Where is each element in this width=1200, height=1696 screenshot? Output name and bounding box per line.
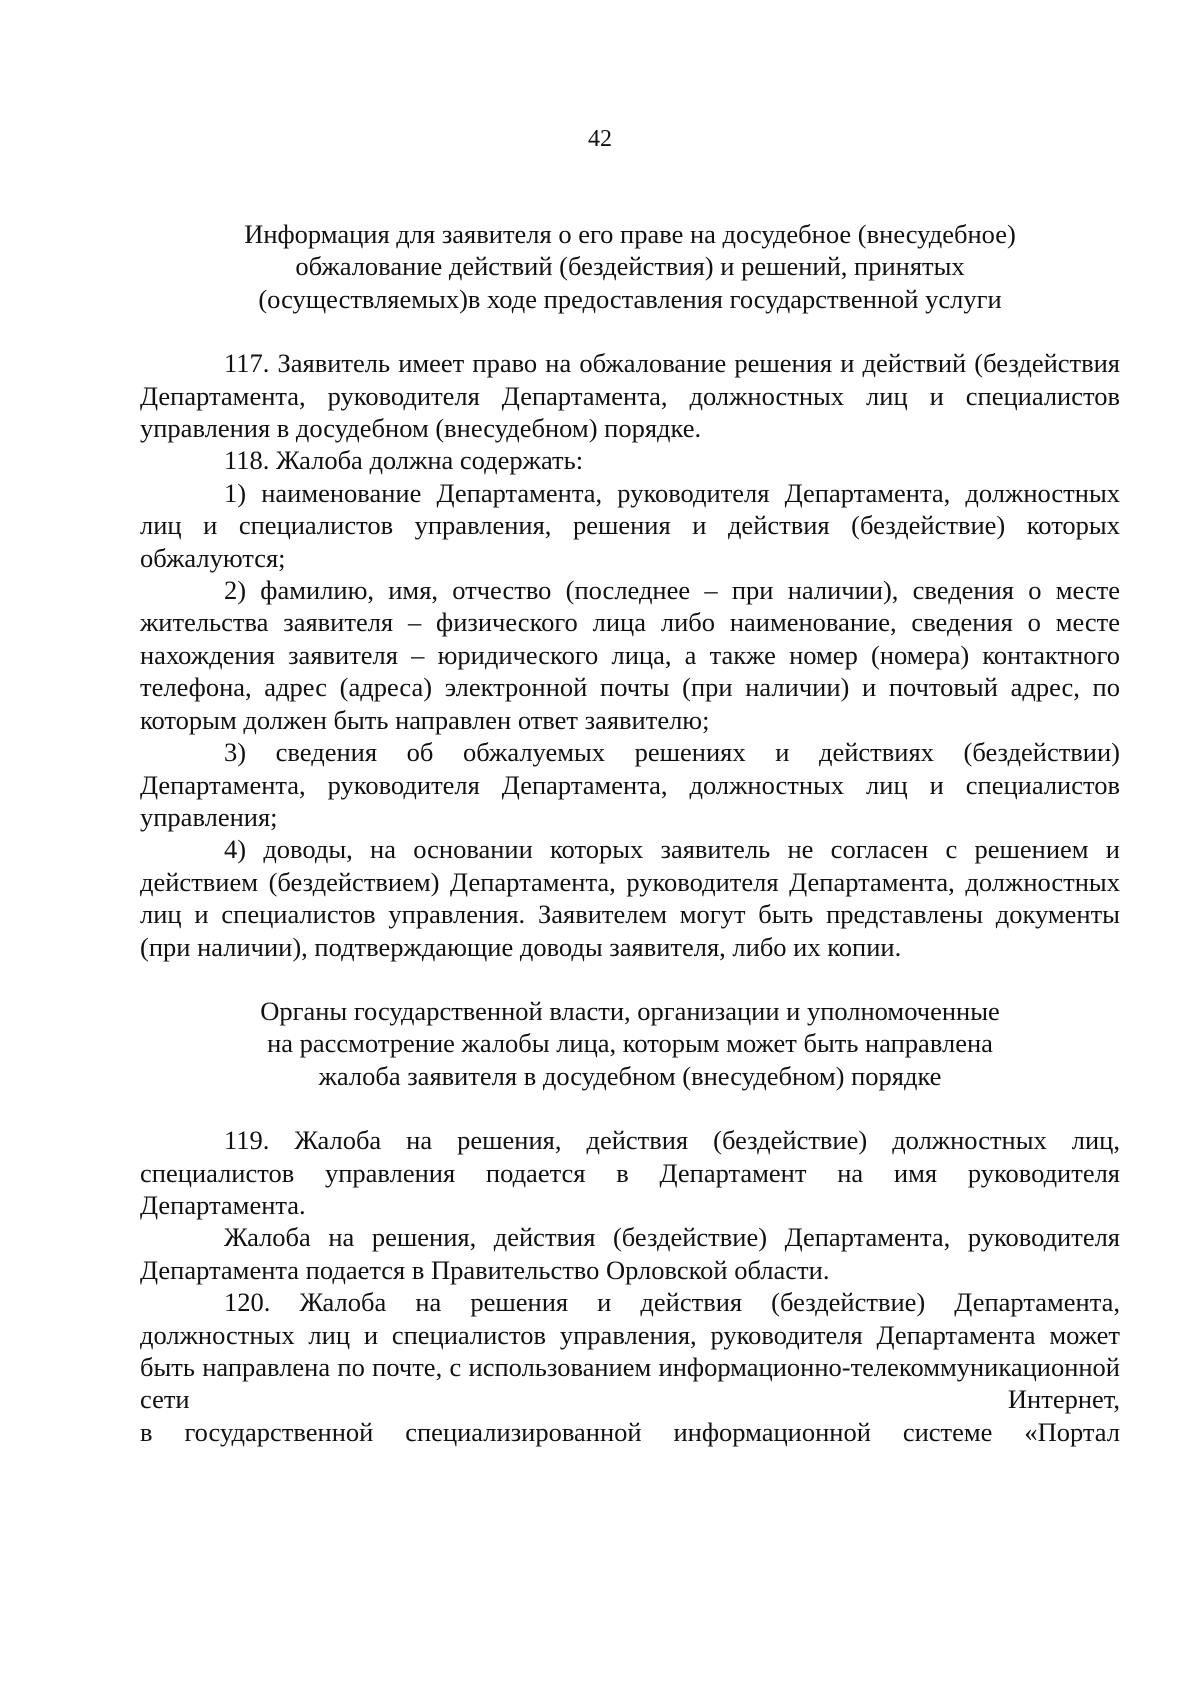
paragraph-120-continued: в государственной специализированной информационной системе «Портал (140, 1416, 1120, 1447)
spacer (140, 315, 1120, 347)
heading-line: обжалование действий (бездействия) и решений, принятых (295, 251, 965, 282)
list-item-3: 3) сведения об обжалуемых решениях и действиях (бездействии) Департамента, руководителя Департамента, должностных лиц и специалистов управления; (140, 737, 1120, 832)
heading-line: жалоба заявителя в досудебном (внесудебном) порядке (318, 1060, 942, 1091)
list-item-4: 4) доводы, на основании которых заявитель не согласен с решением и действием (бездействием) Департамента, руководителя Департамента, должностных лиц и специалистов управления. Заявителем могут быть представлены документы (при наличии), подтверждающие доводы заявителя, либо их копии. (140, 834, 1120, 962)
paragraph-120: 120. Жалоба на решения и действия (бездействие) Департамента, должностных лиц и специалистов управления, руководителя Департамента может быть направлена по почте, с использованием информационно-телекоммуникационной сети Интернет, (140, 1287, 1120, 1415)
section-heading-appeal-rights (140, 218, 1120, 315)
paragraph-117: 117. Заявитель имеет право на обжалование решения и действий (бездействия Департамента, руководителя Департамента, должностных лиц и специалистов управления в досудебном (внесудебном) порядке. (140, 348, 1120, 444)
heading-line: Информация для заявителя о его праве на досудебное (внесудебное) (244, 219, 1016, 249)
page-content (140, 218, 1120, 1448)
heading-line: на рассмотрение жалобы лица, которым может быть направлена (267, 1028, 993, 1059)
heading-line: (осуществляемых)в ходе предоставления государственной услуги (258, 283, 1002, 314)
paragraph-119: 119. Жалоба на решения, действия (бездействие) должностных лиц, специалистов управления подается в Департамент на имя руководителя Департамента. (140, 1125, 1120, 1220)
paragraph-118: 118. Жалоба должна содержать: (224, 445, 584, 476)
paragraph-119-continued: Жалоба на решения, действия (бездействие) Департамента, руководителя Департамента подается в Правительство Орловской области. (140, 1222, 1120, 1285)
list-item-2: 2) фамилию, имя, отчество (последнее – при наличии), сведения о месте жительства заявителя – физического лица либо наименование, сведения о месте нахождения заявителя – юридического лица, а также номер (номера) контактного телефона, адрес (адреса) электронной почты (при наличии) и почтовый адрес, по которым должен быть направлен ответ заявителю; (140, 575, 1120, 735)
spacer (140, 963, 1120, 995)
heading-line: Органы государственной власти, организации и уполномоченные (260, 995, 1000, 1026)
list-item-1: 1) наименование Департамента, руководителя Департамента, должностных лиц и специалистов управления, решения и действия (бездействие) которых обжалуются; (140, 477, 1120, 573)
section-heading-appeal-bodies (140, 995, 1120, 1092)
spacer (140, 1092, 1120, 1124)
page-number: 42 (588, 126, 612, 152)
